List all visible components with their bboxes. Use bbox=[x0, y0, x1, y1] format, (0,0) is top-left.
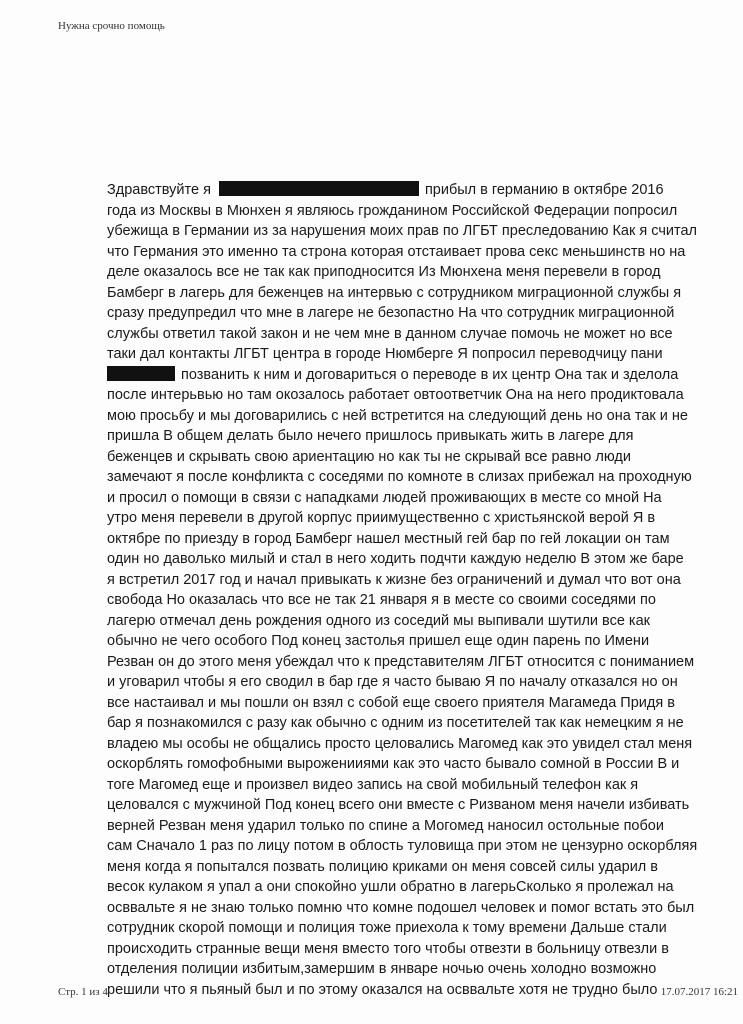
letter-line: верней Резван меня ударил только по спине а Могомед наносил остольные побои bbox=[107, 817, 664, 834]
letter-line: убежища в Германии из за нарушения моих прав по ЛГБТ преследованию Как я считал bbox=[107, 223, 697, 239]
letter-line: весок кулаком я упал а они спокойно ушли обратно в лагерьСколько я пролежал на bbox=[107, 879, 674, 895]
letter-line: владею мы особы не общались просто целовались Магомед как это увидел стал меня bbox=[107, 735, 693, 752]
letter-line: все настаивал и мы пошли он взял с собой еще своего приятеля Магамеда Придя в bbox=[107, 694, 675, 711]
letter-line: Резван он до этого меня убеждал что к представителям ЛГБТ относится с пониманием bbox=[107, 653, 695, 670]
letter-line: решили что я пьяный был и по этому оказался на осввальте хотя не трудно было bbox=[107, 981, 658, 998]
letter-body bbox=[107, 180, 707, 1000]
letter-line: деле оказалось все не так как приподносится Из Мюнхена меня перевели в город bbox=[107, 264, 661, 280]
letter-line: и просил о помощи в связи с нападками людей проживающих в месте со мной На bbox=[107, 489, 662, 506]
redaction-bar bbox=[107, 366, 175, 381]
letter-text: Здравствуйте я bbox=[107, 182, 211, 198]
letter-line: года из Москвы в Мюнхен я являюсь грожданином Российской Федерации попросил bbox=[107, 202, 678, 219]
letter-line: сам Сначало 1 раз по лицу потом в облость туловища при этом не цензурно оскорбляя bbox=[107, 838, 698, 854]
letter-line: меня когда я попытался позвать полицию криками он меня совсей силы ударил в bbox=[107, 858, 658, 875]
letter-text: позванить к ним и договариться о переводе в их центр Она так и зделола bbox=[181, 366, 679, 383]
letter-line: оскорблять гомофобными выроженииями как это часто бывало сомной в России В и bbox=[107, 756, 680, 772]
page-header: Нужна срочно помощь bbox=[58, 20, 165, 32]
letter-line: тоге Магомед еще и произвел видео запись на свой мобильный телефон как я bbox=[107, 776, 639, 793]
letter-line: обычно не чего особого Под конец застолья пришел еще один парень по Имени bbox=[107, 633, 650, 649]
letter-line: свобода Но оказалась что все не так 21 января я в месте со своими соседями по bbox=[107, 592, 656, 608]
letter-line: замечают я после конфликта с соседями по комноте в слизах прибежал на проходную bbox=[107, 469, 692, 485]
letter-line: беженцев и скрывать свою ариентацию но как ты не скрывай все равно люди bbox=[107, 448, 631, 465]
letter-line: что Германия это именно та строна которая отстаивает прова секс меньшинств но на bbox=[107, 243, 686, 260]
letter-line: октябре по приезду в город Бамберг нашел местный гей бар по гей локации он там bbox=[107, 530, 670, 547]
letter-line: Бамберг в лагерь для беженцев на интервью с сотрудником миграционной службы я bbox=[107, 284, 682, 301]
letter-line: происходить странные вещи меня вместо того чтобы отвезти в больницу отвезли в bbox=[107, 940, 669, 957]
letter-line: после интерьвью но там окозалось работает овтоответчик Она на него продиктовала bbox=[107, 387, 684, 403]
letter-line: сотрудник скорой помощи и полиция тоже приехола к тому времени Дальше стали bbox=[107, 920, 667, 936]
letter-line: лагерю отмечал день рождения одного из соседий мы выпивали шутили все как bbox=[107, 612, 650, 629]
letter-line: мою просьбу и мы договарились с ней встретится на следующий день но она так и не bbox=[107, 407, 688, 424]
redaction-bar bbox=[219, 181, 419, 196]
letter-line bbox=[107, 365, 707, 386]
letter-line: пришла В общем делать было нечего пришлось привыкать жить в лагере для bbox=[107, 428, 634, 444]
letter-line: осввальте я не знаю только помню что комне подошел человек и помог встать это был bbox=[107, 899, 695, 916]
letter-line: бар я познакомился с разу как обычно с одним из посетителей так как немецким я не bbox=[107, 715, 684, 731]
letter-line: целовался с мужчиной Под конец всего они вместе с Ризваном меня начели избивать bbox=[107, 797, 690, 813]
letter-line: службы ответил такой закон и не чем мне в данном случае помочь не может но все bbox=[107, 325, 673, 342]
letter-line: один но даволько милый и стал в него ходить подчти каждую неделю В этом же баре bbox=[107, 551, 684, 567]
print-datetime: 17.07.2017 16:21 bbox=[660, 986, 738, 998]
letter-line: утро меня перевели в другой корпус приимущественно с христьянской верой Я в bbox=[107, 510, 656, 526]
letter-line bbox=[107, 180, 707, 201]
letter-line: и уговарил чтобы я его сводил в бар где я часто бываю Я по началу отказался но он bbox=[107, 674, 678, 690]
letter-line: отделения полиции избитым,замершим в январе ночью очень холодно возможно bbox=[107, 961, 657, 977]
letter-line: я встретил 2017 год и начал привыкать к жизне без ограничений и думал что вот она bbox=[107, 571, 681, 588]
page-number: Стр. 1 из 4 bbox=[58, 986, 108, 998]
letter-text: прибыл в германию в октябре 2016 bbox=[424, 182, 664, 198]
letter-line: таки дал контакты ЛГБТ центра в городе Нюмберге Я попросил переводчицу пани bbox=[107, 346, 663, 362]
letter-line: сразу предупредил что мне в лагере не безопастно На что сотрудник миграционной bbox=[107, 305, 675, 321]
